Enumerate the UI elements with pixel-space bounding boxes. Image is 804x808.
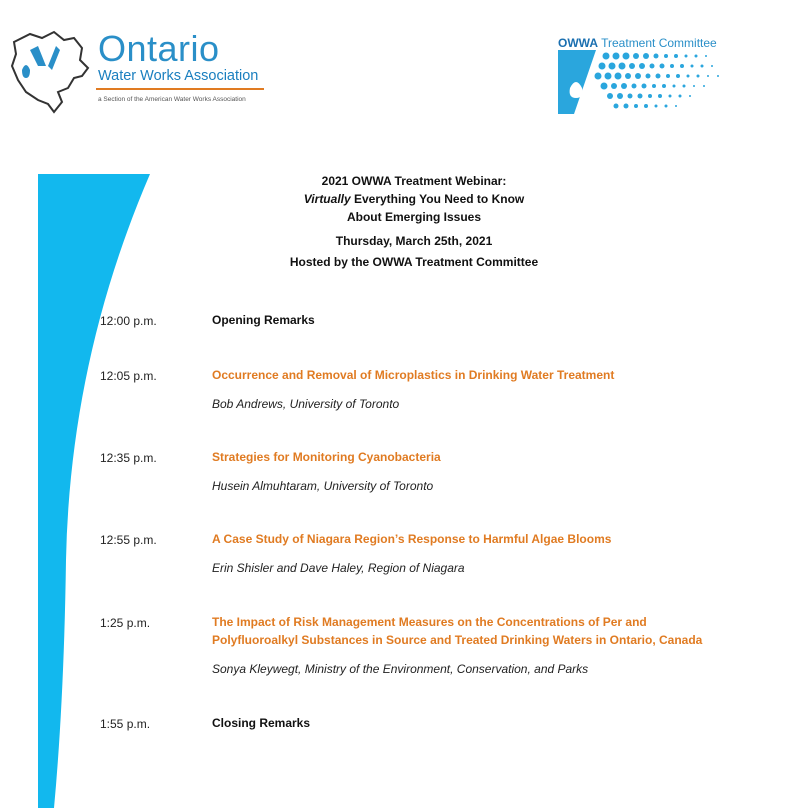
webinar-subtitle: Virtually Everything You Need to Know [303, 192, 525, 206]
schedule-time: 1:25 p.m. [100, 616, 151, 630]
schedule-time: 1:55 p.m. [100, 717, 151, 731]
webinar-title: 2021 OWWA Treatment Webinar: [321, 174, 507, 188]
ontario-logo-name: Ontario [98, 28, 220, 69]
schedule-time: 12:35 p.m. [100, 451, 157, 465]
schedule-title: Strategies for Monitoring Cyanobacteria [212, 450, 441, 464]
owwa-treatment-committee-logo [556, 36, 756, 116]
owwa-org-label: OWWA [558, 36, 598, 50]
owwa-committee-label: Treatment Committee [601, 36, 717, 50]
schedule-time: 12:55 p.m. [100, 533, 157, 547]
schedule-speaker: Sonya Kleywegt, Ministry of the Environment, Conservation, and Parks [212, 662, 589, 676]
ontario-logo-tagline: a Section of the American Water Works Association [98, 96, 246, 103]
owwa-dots-icon [556, 36, 756, 116]
webinar-subtitle-line2: About Emerging Issues [346, 210, 482, 224]
schedule-title: Occurrence and Removal of Microplastics in Drinking Water Treatment [212, 368, 615, 382]
blue-swoosh-decoration [0, 0, 160, 808]
schedule-title: A Case Study of Niagara Region’s Response to Harmful Algae Blooms [212, 532, 612, 546]
schedule-title-line2: Polyfluoroalkyl Substances in Source and Treated Drinking Waters in Ontario, Canada [212, 633, 703, 647]
webinar-date: Thursday, March 25th, 2021 [335, 234, 493, 248]
schedule-title: Closing Remarks [212, 716, 311, 730]
webinar-header [200, 172, 628, 271]
schedule-time: 12:05 p.m. [100, 369, 157, 383]
schedule-time: 12:00 p.m. [100, 314, 157, 328]
schedule-speaker: Bob Andrews, University of Toronto [212, 397, 400, 411]
schedule-speaker: Husein Almuhtaram, University of Toronto [212, 479, 434, 493]
webinar-host: Hosted by the OWWA Treatment Committee [289, 255, 539, 269]
schedule-speaker: Erin Shisler and Dave Haley, Region of Niagara [212, 561, 465, 575]
schedule-title: Opening Remarks [212, 313, 315, 327]
ontario-logo-subtitle: Water Works Association [98, 68, 259, 84]
schedule-title-line1: The Impact of Risk Management Measures on the Concentrations of Per and [212, 615, 647, 629]
